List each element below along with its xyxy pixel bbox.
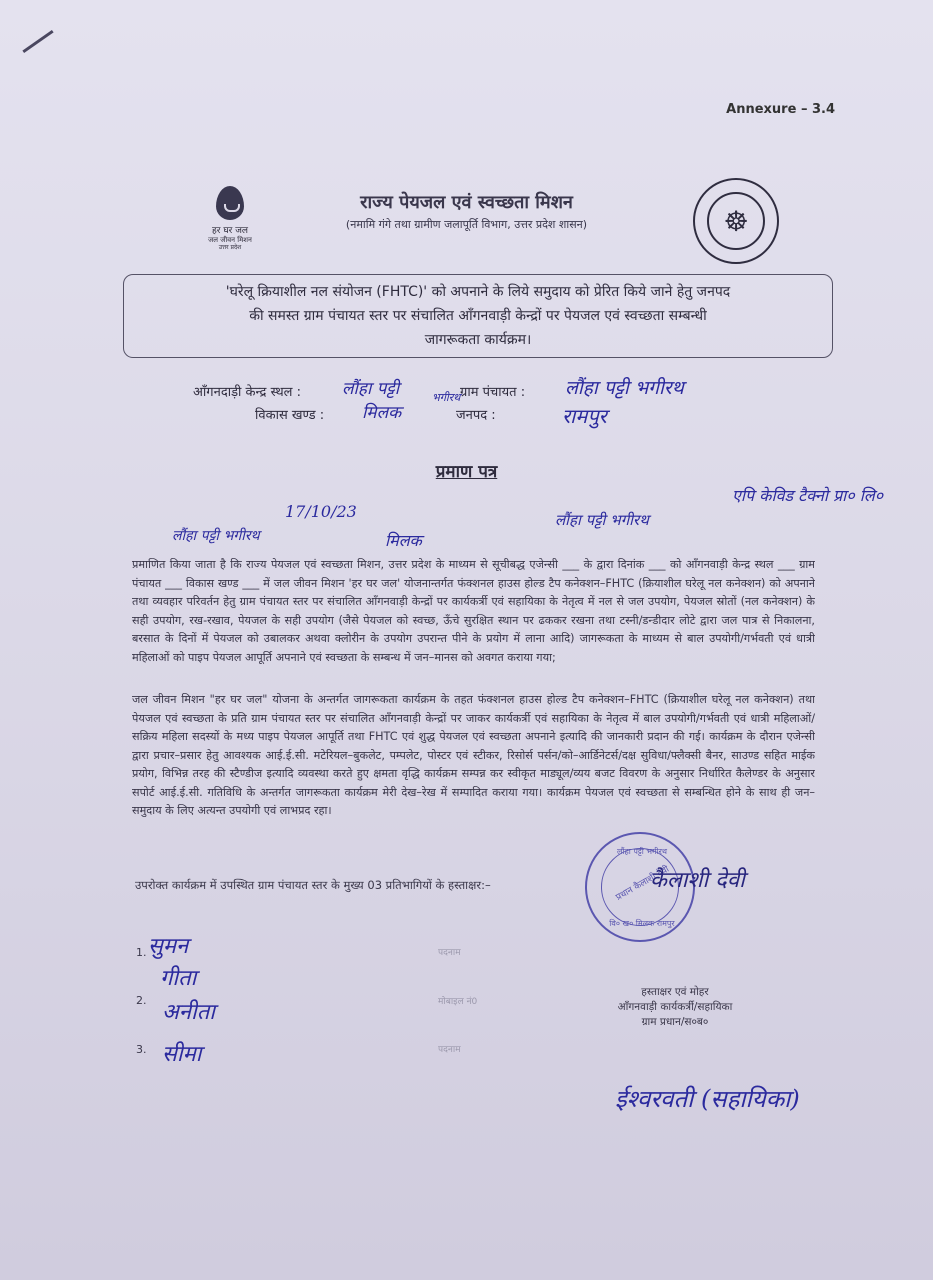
participant-signature-4: सीमा [162,1042,202,1067]
annexure-label: Annexure – 3.4 [726,102,835,117]
pen-mark [22,30,53,53]
mission-title: राज्य पेयजल एवं स्वच्छता मिशन [360,192,573,213]
block-value: मिलक [362,403,402,423]
sign-line1: हस्ताक्षर एवं मोहर [641,986,709,998]
place-handwritten: लौंहा पट्टी भगीरथ [555,511,649,529]
sign-line2: आँगनवाड़ी कार्यकर्त्री/सहायिका [617,1001,733,1013]
stamp-signature: कैलाशी देवी [650,868,745,893]
emblem-icon: ☸ [707,192,765,250]
panchayat-value: लौंहा पट्टी भगीरथ [565,377,684,399]
panchayat-handwritten: लौंहा पट्टी भगीरथ [172,528,260,544]
certificate-title: प्रमाण पत्र [435,462,498,482]
certificate-paragraph-1: प्रमाणित किया जाता है कि राज्य पेयजल एवं स्वच्छता मिशन, उत्तर प्रदेश के माध्यम से सूचीबद्ध एजेन्सी ___ के द्वारा दिनांक ___ को आँगनवाड़ी केन्द्र स्थल ___ ग्राम पंचायत ___ विकास खण्ड ___ में जल जीवन मिशन 'हर घर जल' योजनान्तर्गत फंक्शनल हाउस होल्ड टैप कनेक्शन–FHTC (क्रियाशील घरेलू नल कनेक्शन) को अपनाने तथा व्यवहार परिवर्तन हेतु ग्राम पंचायत स्तर पर संचालित आँगनवाड़ी केन्द्रों पर कार्यकर्त्री एवं सहायिका के नेतृत्व में नल से जल उपयोग, पेयजल स्रोतों (नल कनेक्शन) के सही उपयोग, रख-रखाव, पेयजल के सही उपयोग (जैसे पेयजल को स्वच्छ, ऊँचे सुरक्षित स्थान पर ढककर रखना तथा टस्नी/डन्डीदार लोटे द्वारा जल पात्र से निकालना, बरसात के दिनों में पेयजल को उबालकर अथवा क्लोरीन के उपयोग उपरान्त पीने के प्रयोग में लाना आदि) जागरूकता के माध्यम से बाल उपयोगी/गर्भवती एवं धात्री महिलाओं को पाइप पेयजल आपूर्ति अपनाने एवं स्वच्छता के सम्बन्ध में जन–मानस को अवगत कराया गया; [132,558,815,664]
logo-line2: जल जीवन मिशन [208,236,252,244]
panchayat-label: ग्राम पंचायत : [460,385,526,400]
participant-number-2: 2. [136,994,147,1007]
logo-line3: उत्तर प्रदेश [218,244,242,251]
centre-label: आँगनदाड़ी केन्द्र स्थल : [193,385,302,400]
block-label: विकास खण्ड : [255,408,325,423]
centre-value-extra: भगीरथ [432,391,461,404]
mission-subtitle: (नमामि गंगे तथा ग्रामीण जलापूर्ति विभाग, उत्तर प्रदेश शासन) [345,218,588,231]
logo-line1: हर घर जल [212,226,248,236]
faint-label-3: पदनाम [438,1045,461,1055]
banner-line3: जागरूकता कार्यक्रम। [424,332,532,348]
stamp-top-text: लौंहा पट्टी भगीरथ [616,847,667,856]
agency-handwritten: एपि केविड टैक्नो प्रा० लि० [732,486,884,505]
participant-signature-2: गीता [160,966,197,991]
banner-line1: 'घरेलू क्रियाशील नल संयोजन (FHTC)' को अपनाने के लिये समुदाय को प्रेरित किये जाने हेतु जनपद [225,284,731,300]
banner-line2: की समस्त ग्राम पंचायत स्तर पर संचालित आँगनवाड़ी केन्द्रों पर पेयजल एवं स्वच्छता सम्बन्धी [249,308,707,324]
faint-label-1: पदनाम [438,948,461,958]
centre-value: लौंहा पट्टी [342,379,400,399]
participant-signature-1: सुमन [148,934,189,959]
participant-signature-3: अनीता [162,1000,215,1025]
participant-number-1: 1. [136,946,147,959]
block-handwritten: मिलक [385,531,422,550]
sign-line3: ग्राम प्रधान/स०ब० [641,1016,709,1028]
faint-label-2: मोबाइल नं0 [438,997,478,1007]
date-handwritten: 17/10/23 [285,502,357,521]
signature-block [575,985,775,1030]
bottom-signature: ईश्वरवती (सहायिका) [615,1085,800,1113]
certificate-paragraph-2: जल जीवन मिशन "हर घर जल" योजना के अन्तर्गत जागरूकता कार्यक्रम के तहत फंक्शनल हाउस होल्ड टैप कनेक्शन–FHTC (क्रियाशील घरेलू नल कनेक्शन) तथा पेयजल एवं स्वच्छता के प्रति ग्राम पंचायत स्तर पर संचालित आँगनवाड़ी केन्द्रों पर जाकर कार्यकर्त्री एवं सहायिका के नेतृत्व में बाल उपयोगी/गर्भवती एवं धात्री महिलाओं/सक्रिय महिला सदस्यों के मध्य पाइप पेयजल आपूर्ति तथा FHTC एवं शुद्ध पेयजल एवं स्वच्छता अपनाने इत्यादि की जानकारी प्रदान की गई। कार्यक्रम के दौरान एजेन्सी द्वारा प्रचार–प्रसार हेतु आवश्यक आई.ई.सी. मटेरियल–बुकलेट, पम्पलेट, पोस्टर एवं स्टीकर, रिसोर्स पर्सन/को–आर्डिनेटर्स/दक्ष सुविधा/फ्लैक्सी बैनर, साउण्ड सहित माईक प्रयोग, विभिन्न तरह की स्टैण्डीज इत्यादि व्यवस्था करते हुए क्षमता वृद्धि कार्यक्रम सम्पन्न कर स्वीकृत माड्यूल/व्यय बजट विवरण के अनुसार निर्धारित कैलेण्डर के अनुसार सपोर्ट आई.ई.सी. गतिविधि के अन्तर्गत जागरूकता कार्यक्रम मेरी देख–रेख में सम्पादित कराया गया। कार्यक्रम पेयजल एवं स्वच्छता से सम्बन्धित होने के साथ ही जन–समुदाय के लिए अत्यन्त उपयोगी एवं लाभप्रद रहा। [132,693,815,817]
stamp-name-text: प्रधान कैलाशी देवी [614,864,672,904]
district-value: रामपुर [562,404,607,428]
participant-number-3: 3. [136,1043,147,1056]
signature-intro: उपरोक्त कार्यक्रम में उपस्थित ग्राम पंचायत स्तर के मुख्य 03 प्रतिभागियों के हस्ताक्षर:– [135,878,491,892]
stamp-bottom-text: वि० ख० मिलक रामपुर [609,919,675,928]
district-label: जनपद : [456,408,496,423]
